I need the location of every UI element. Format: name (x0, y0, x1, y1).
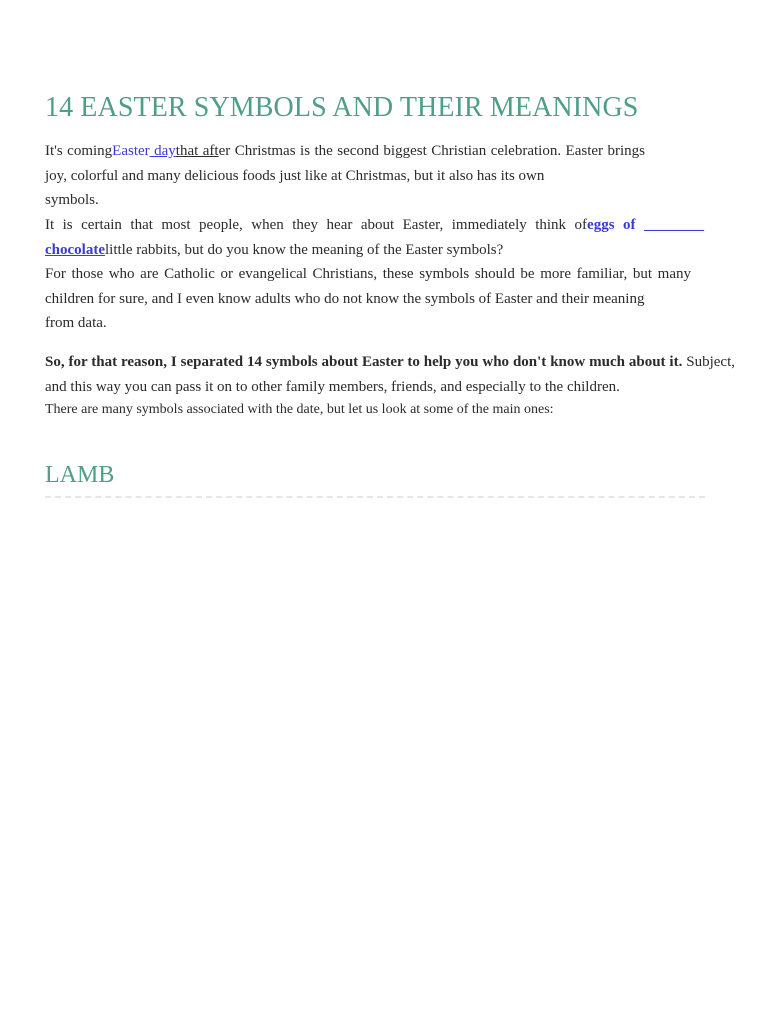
section-title-lamb: LAMB (45, 462, 115, 488)
catholic-text-end: from data. (45, 315, 107, 331)
intro-paragraph (45, 139, 645, 213)
intro-text-end: symbols. (45, 192, 99, 208)
eggs-link[interactable]: eggs of ________ (587, 217, 704, 233)
intro-text-rest: er Christmas is the second biggest Christian celebration. Easter brings joy, colorful and many delicious foods just like at Christmas, but it also has its own (45, 143, 645, 184)
eggs-text-start: It is certain that most people, when they hear about Easter, immediately think of (45, 217, 588, 233)
section-divider (45, 496, 705, 498)
article-title: 14 EASTER SYMBOLS AND THEIR MEANINGS (45, 92, 639, 123)
catholic-paragraph (45, 262, 691, 336)
easter-day-link[interactable]: day (149, 143, 176, 159)
eggs-text-end: little rabbits, but do you know the meaning of the Easter symbols? (104, 241, 504, 258)
intro-text-start: It's coming (45, 143, 113, 159)
main-symbols-paragraph: There are many symbols associated with the date, but let us look at some of the main ones: (45, 402, 554, 417)
intro-underlined-text: that aft (175, 143, 219, 159)
catholic-text: For those who are Catholic or evangelical Christians, these symbols should be more familiar, but many children for sure, and I even know adults who do not know the symbols of Easter and their meaning (45, 266, 691, 307)
eggs-paragraph (45, 213, 704, 262)
chocolate-link[interactable]: chocolate (45, 241, 105, 258)
reason-bold-text: So, for that reason, I separated 14 symbols about Easter to help you who don't know much about it. (45, 354, 683, 370)
reason-text: Subject, and this way you can pass it on to other family members, friends, and especially to the children. (45, 354, 736, 395)
easter-link[interactable]: Easter (112, 143, 150, 159)
reason-paragraph (45, 350, 735, 399)
